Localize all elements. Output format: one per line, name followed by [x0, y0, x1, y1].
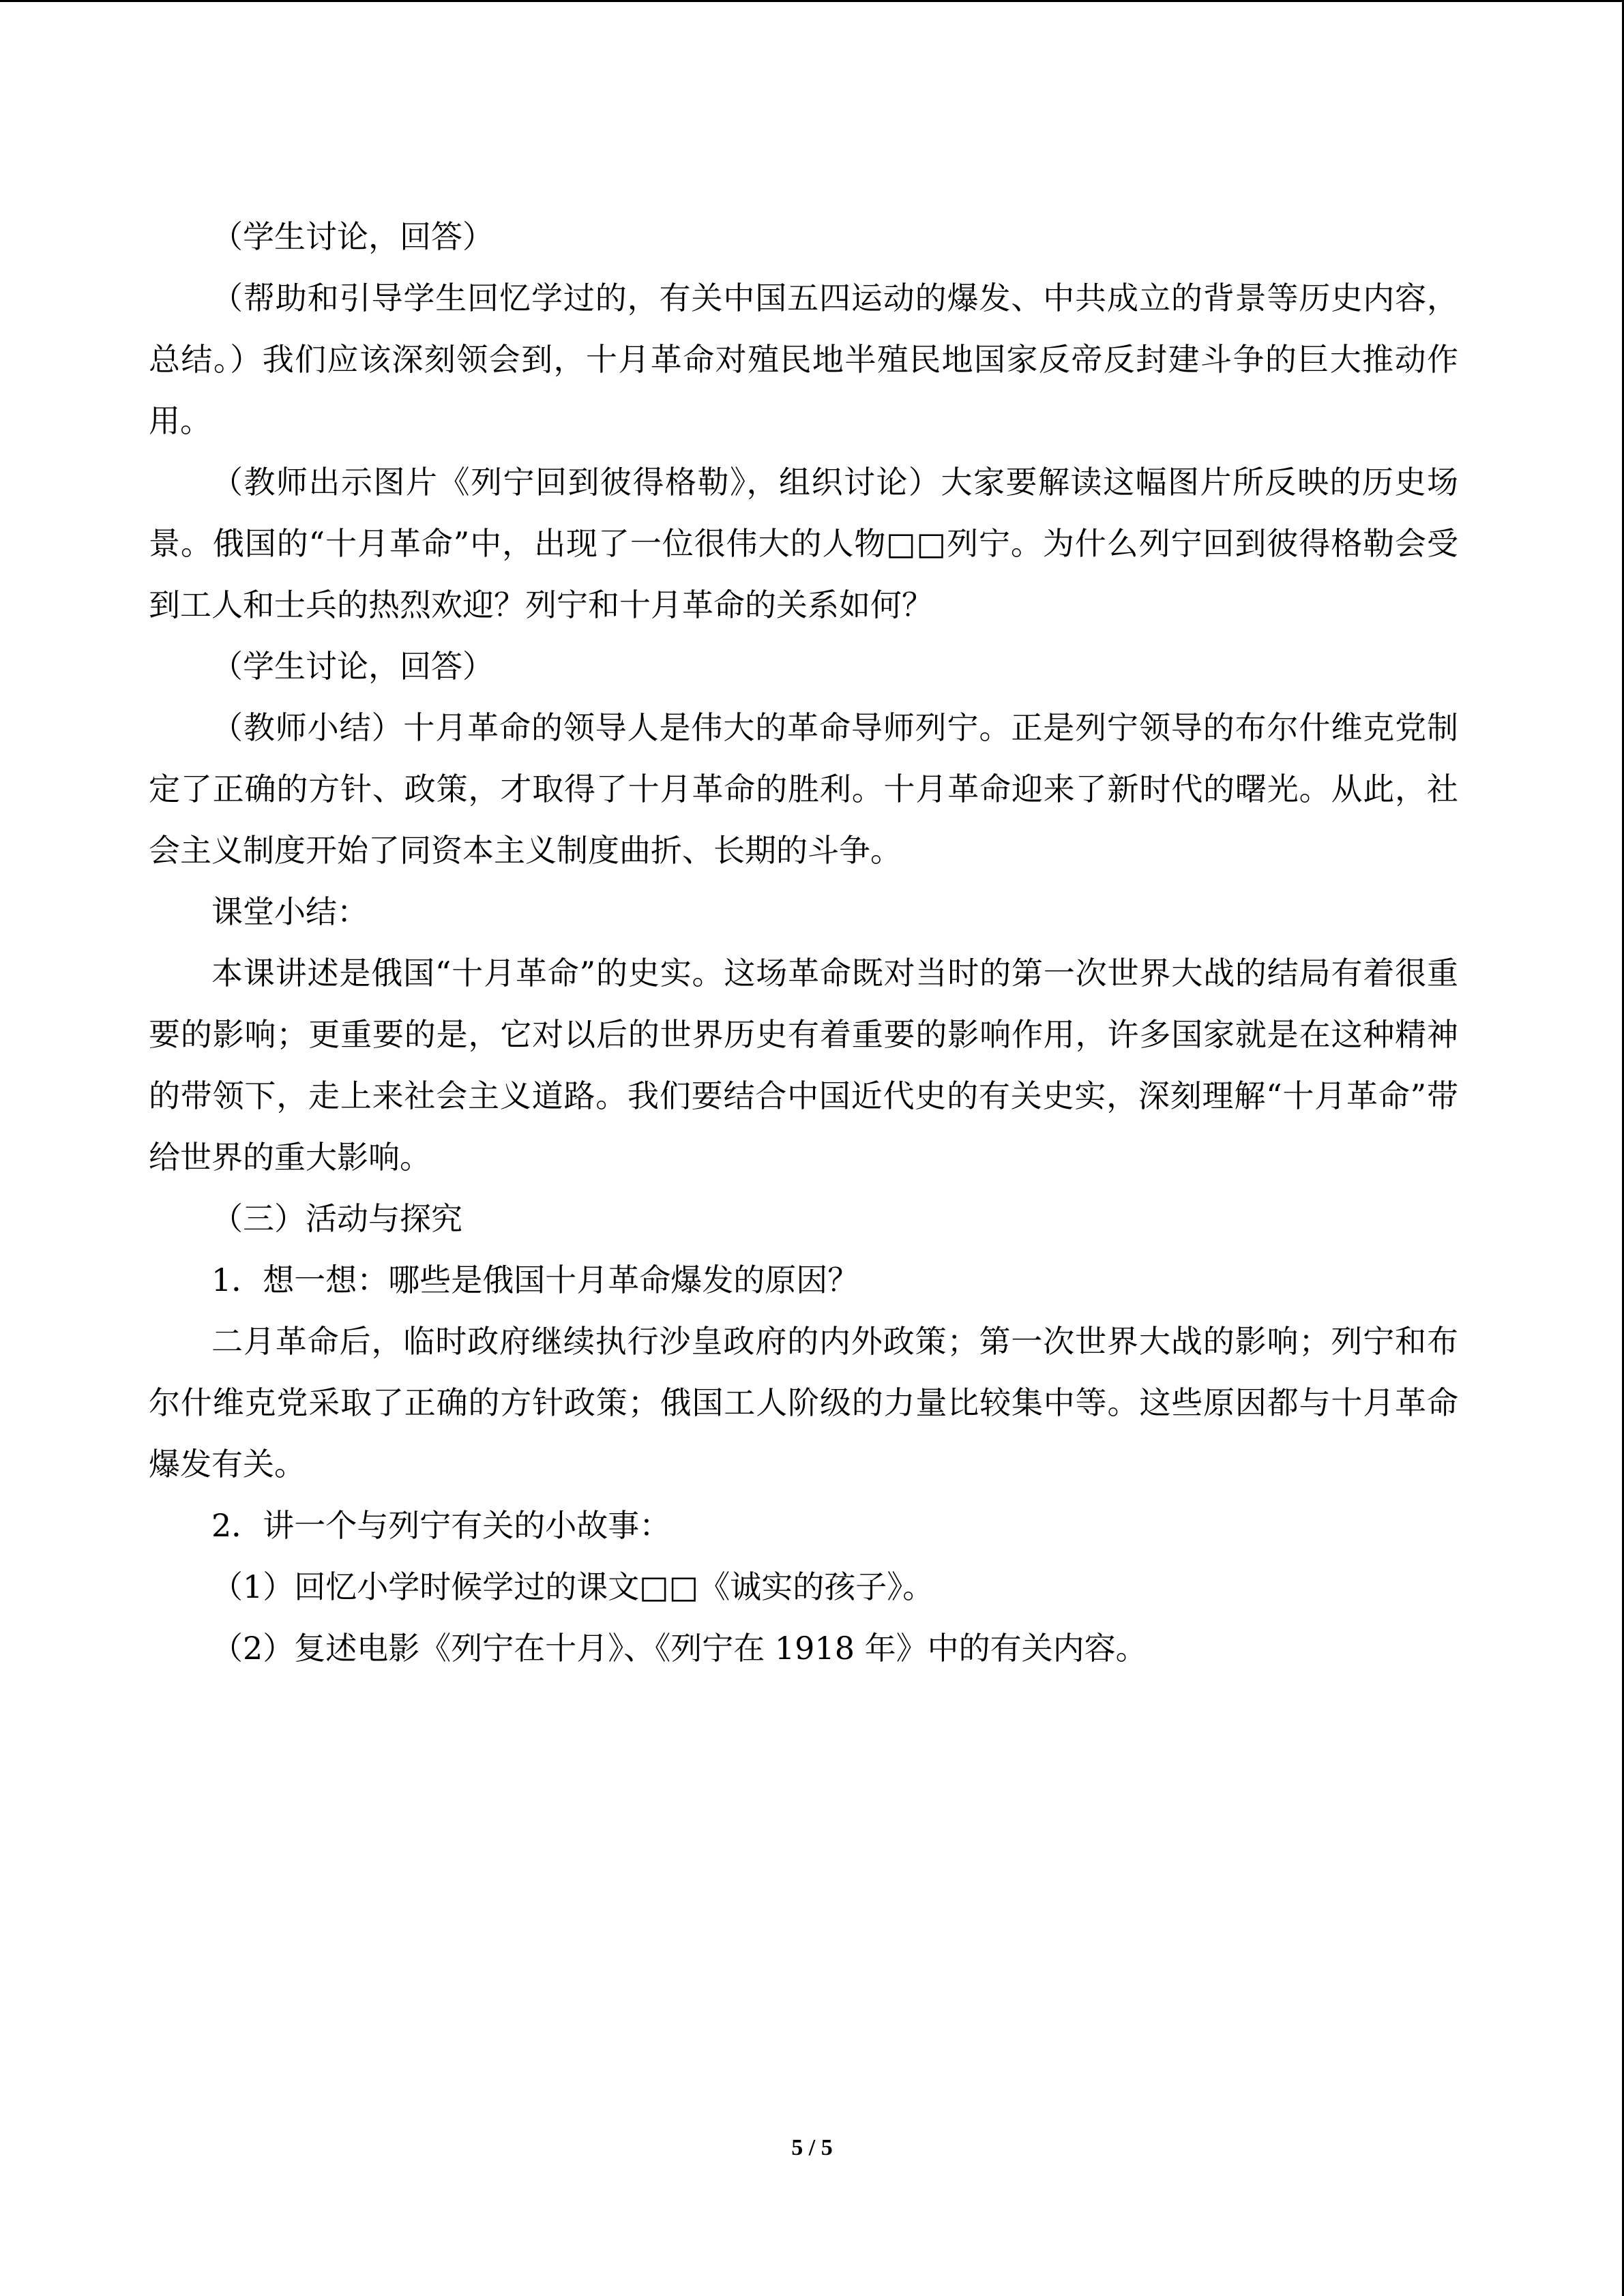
paragraph-lenin-picture: （教师出示图片《列宁回到彼得格勒》，组织讨论）大家要解读这幅图片所反映的历史场景。俄国的“十月革命”中，出现了一位很伟大的人物□□列宁。为什么列宁回到彼得格勒会受到工人和士兵的热烈欢迎？列宁和十月革命的关系如何？ — [149, 464, 1458, 623]
document-body — [149, 206, 1458, 1679]
answer-2-item-1: （1）回忆小学时候学过的课文□□《诚实的孩子》。 — [211, 1568, 934, 1605]
paragraph-student-discussion-2: （学生讨论，回答） — [211, 648, 494, 685]
paragraph-teacher-guidance: （帮助和引导学生回忆学过的，有关中国五四运动的爆发、中共成立的背景等历史内容，总结。）我们应该深刻领会到，十月革命对殖民地半殖民地国家反帝反封建斗争的巨大推动作用。 — [149, 280, 1458, 439]
paragraph-student-discussion-1: （学生讨论，回答） — [211, 218, 494, 255]
heading-activity-exploration: （三）活动与探究 — [211, 1200, 462, 1237]
heading-class-summary: 课堂小结： — [211, 893, 368, 930]
page-number: 5 / 5 — [791, 2135, 833, 2160]
question-1: 1．想一想：哪些是俄国十月革命爆发的原因？ — [211, 1262, 859, 1298]
answer-2-item-2: （2）复述电影《列宁在十月》、《列宁在 1918 年》中的有关内容。 — [211, 1630, 1147, 1667]
answer-1: 二月革命后，临时政府继续执行沙皇政府的内外政策；第一次世界大战的影响；列宁和布尔什维克党采取了正确的方针政策；俄国工人阶级的力量比较集中等。这些原因都与十月革命爆发有关。 — [149, 1323, 1458, 1482]
paragraph-class-summary: 本课讲述是俄国“十月革命”的史实。这场革命既对当时的第一次世界大战的结局有着很重要的影响；更重要的是，它对以后的世界历史有着重要的影响作用，许多国家就是在这种精神的带领下，走上来社会主义道路。我们要结合中国近代史的有关史实，深刻理解“十月革命”带给世界的重大影响。 — [149, 955, 1458, 1176]
paragraph-teacher-summary: （教师小结）十月革命的领导人是伟大的革命导师列宁。正是列宁领导的布尔什维克党制定了正确的方针、政策，才取得了十月革命的胜利。十月革命迎来了新时代的曙光。从此，社会主义制度开始了同资本主义制度曲折、长期的斗争。 — [149, 709, 1458, 869]
question-2: 2．讲一个与列宁有关的小故事： — [211, 1507, 671, 1544]
